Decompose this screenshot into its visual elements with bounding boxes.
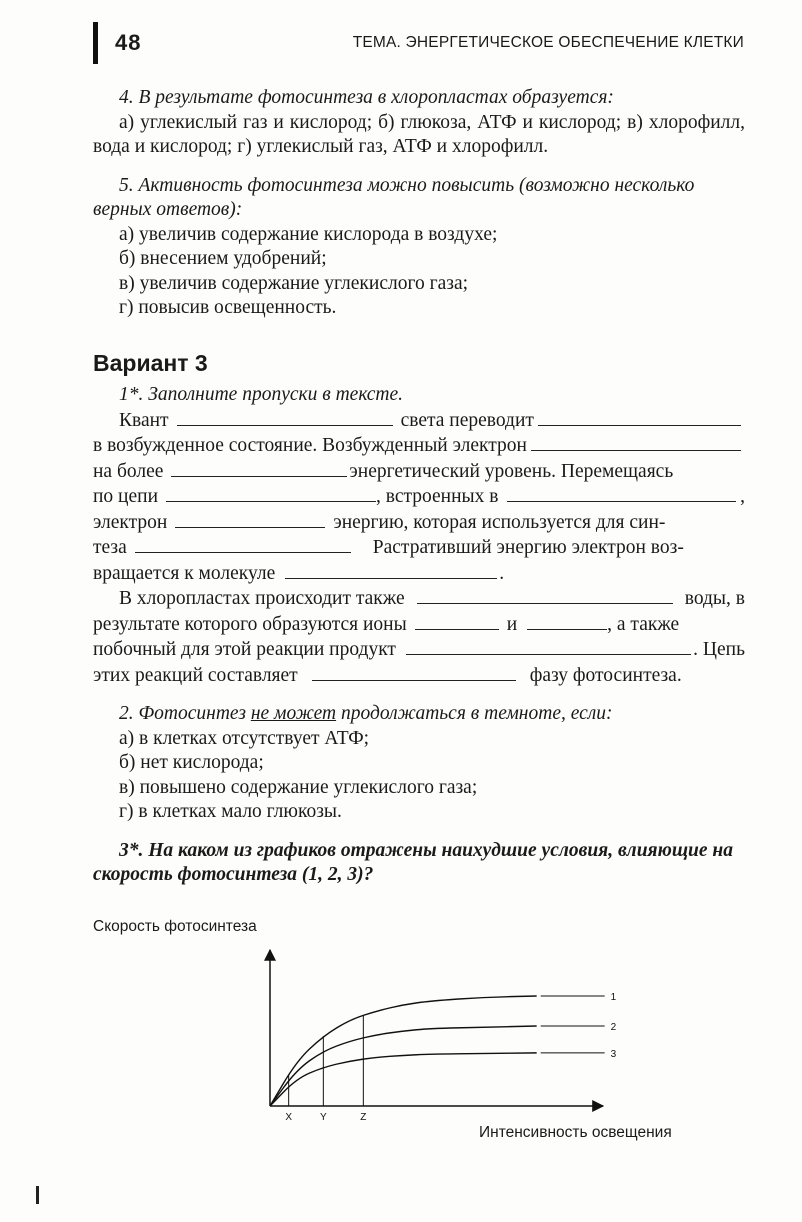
fill-text: на более [93,460,164,482]
fill-text: В хлоропластах происходит также [119,588,405,609]
series-line-1 [270,996,537,1106]
fill-text: . Цепь [693,639,745,660]
v3-question-3-prompt: 3*. На каком из графиков отражены наихудшие условия, влияющие на скорость фотосинтеза (1, 2, 3)? [93,839,734,885]
series-line-2 [270,1026,537,1106]
answer-blank[interactable] [171,459,347,477]
series-label-2: 2 [610,1022,617,1033]
fill-text: фазу фотосинтеза. [529,664,682,686]
series-label-1: 1 [610,992,617,1003]
fill-text: . [499,562,505,584]
fill-text: вращается к молекуле [93,562,276,584]
fill-text: , встроенных в [376,486,499,507]
page-content [93,86,745,888]
fill-in-text [93,408,745,689]
fill-text: Растративший энергию электрон воз- [372,537,684,558]
question-5-prompt: 5. Активность фотосинтеза можно повысить (возможно несколько верных ответов): [93,174,695,220]
chart-title: Скорость фотосинтеза [93,918,257,935]
prompt-text: 2. Фотосинтез [119,703,251,724]
answer-blank[interactable] [538,408,741,426]
fill-text: воды, в [684,588,745,609]
x-tick-label-z: Z [360,1112,367,1123]
fill-text: Квант [119,409,169,431]
question-5-option: г) повысив освещенность. [119,297,337,318]
v3-question-2-option: г) в клетках мало глюкозы. [119,801,342,822]
fill-text: по цепи [93,486,159,507]
answer-blank[interactable] [527,612,607,630]
series-label-3: 3 [610,1048,617,1060]
question-5-option: а) увеличив содержание кислорода в воздухе; [119,223,498,245]
chart-x-label: Интенсивность освещения [479,1124,672,1141]
margin-mark [36,1186,39,1204]
answer-blank[interactable] [312,663,516,681]
x-tick-label-y: Y [319,1112,327,1123]
chart-plot [93,938,733,1138]
question-5-option: в) увеличив содержание углекислого газа; [119,272,469,294]
fill-text: электрон [93,511,168,533]
question-4-options: а) углекислый газ и кислород; б) глюкоза, АТФ и кислород; в) хлорофилл, вода и кислород; г) углекислый газ, АТФ и хлорофилл. [93,111,745,157]
fill-text: света переводит [400,409,534,431]
page-number: 48 [115,30,142,55]
answer-blank[interactable] [417,586,673,604]
photosynthesis-chart [93,918,733,1158]
fill-text: этих реакций составляет [93,664,298,686]
fill-text: в возбужденное состояние. Возбужденный электрон [93,435,527,456]
v3-question-2-prompt [93,702,745,727]
v3-question-2-option: б) нет кислорода; [119,752,264,773]
fill-text: , а также [607,613,680,635]
x-tick-label-x: X [285,1112,293,1123]
header-rule [93,22,98,64]
fill-text: энергию, которая используется для син- [333,511,666,533]
answer-blank[interactable] [166,484,376,502]
answer-blank[interactable] [135,535,351,553]
prompt-underlined: не может [250,703,337,724]
fill-text: побочный для этой реакции продукт [93,639,396,660]
question-5-option: б) внесением удобрений; [119,248,327,269]
answer-blank[interactable] [175,510,325,528]
answer-blank[interactable] [406,637,691,655]
answer-blank[interactable] [415,612,499,630]
prompt-text: продолжаться в темноте, если: [336,703,613,724]
variant-heading: Вариант 3 [93,349,208,376]
running-head: ТЕМА. ЭНЕРГЕТИЧЕСКОЕ ОБЕСПЕЧЕНИЕ КЛЕТКИ [352,34,744,51]
answer-blank[interactable] [531,433,741,451]
fill-text: энергетический уровень. Перемещаясь [349,460,674,482]
fill-text: , [740,486,745,507]
v3-question-1-prompt: 1*. Заполните пропуски в тексте. [119,384,403,405]
fill-text: и [506,613,518,635]
question-4-prompt: 4. В результате фотосинтеза в хлоропластах образуется: [119,87,614,108]
answer-blank[interactable] [285,561,497,579]
fill-text: теза [93,537,127,558]
v3-question-2-option: в) повышено содержание углекислого газа; [119,776,478,798]
answer-blank[interactable] [507,484,737,502]
fill-text: результате которого образуются ионы [93,613,407,635]
v3-question-2-option: а) в клетках отсутствует АТФ; [119,727,370,749]
answer-blank[interactable] [177,408,393,426]
